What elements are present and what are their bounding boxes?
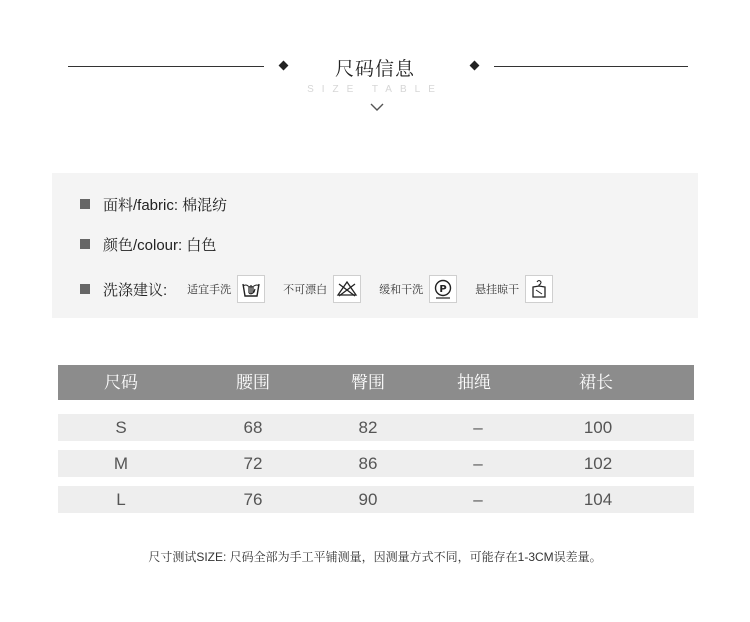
table-cell-skirt-length: 102 — [583, 454, 613, 473]
care-item-label: 缓和干洗 — [379, 284, 424, 296]
care-row — [80, 274, 571, 304]
table-cell-size: L — [116, 490, 126, 509]
hand-wash-icon — [237, 275, 265, 303]
table-cell-size: M — [113, 454, 129, 473]
bullet-square — [80, 284, 90, 294]
table-cell-skirt-length: 100 — [583, 418, 613, 437]
table-cell-size: S — [115, 418, 127, 437]
table-cell-drawstring: – — [473, 490, 483, 509]
page-subtitle: SIZE TABLE — [307, 84, 443, 95]
hang-dry-icon — [525, 275, 553, 303]
size-table-header — [58, 365, 694, 400]
care-item-hang-dry — [475, 275, 553, 303]
care-item-label: 悬挂晾干 — [475, 284, 520, 296]
bullet-square — [80, 199, 90, 209]
fabric-text: 面料/fabric: 棉混纺 — [103, 196, 228, 214]
table-row — [58, 486, 694, 513]
table-cell-drawstring: – — [473, 454, 483, 473]
bullet-square — [80, 239, 90, 249]
care-item-label: 不可漂白 — [283, 284, 328, 296]
no-bleach-icon — [333, 275, 361, 303]
table-row — [58, 450, 694, 477]
care-label: 洗涤建议: — [103, 281, 168, 299]
care-item-label: 适宜手洗 — [187, 284, 232, 296]
fabric-row — [80, 194, 227, 214]
column-header-hip: 臀围 — [351, 373, 385, 392]
care-item-no-bleach — [283, 275, 361, 303]
table-cell-hip: 90 — [358, 490, 378, 509]
table-cell-hip: 86 — [358, 454, 378, 473]
svg-text:P: P — [439, 284, 447, 295]
measurement-note: 尺寸测试SIZE: 尺码全部为手工平铺测量，因测量方式不同，可能存在1-3CM误差量。 — [148, 550, 602, 564]
column-header-skirt-length: 裙长 — [579, 373, 613, 392]
table-cell-waist: 72 — [243, 454, 263, 473]
table-cell-drawstring: – — [473, 418, 483, 437]
page-title: 尺码信息 — [334, 59, 415, 80]
care-item-hand-wash — [187, 275, 265, 303]
column-header-drawstring: 抽绳 — [457, 373, 491, 392]
table-cell-skirt-length: 104 — [583, 490, 613, 509]
table-cell-hip: 82 — [358, 418, 378, 437]
table-row — [58, 414, 694, 441]
header-right-rule — [494, 66, 688, 67]
chevron-down-icon — [369, 101, 385, 113]
column-header-size: 尺码 — [104, 373, 138, 392]
care-item-gentle-dry-clean — [379, 275, 457, 303]
table-cell-waist: 76 — [243, 490, 263, 509]
colour-row — [80, 234, 216, 254]
table-cell-waist: 68 — [243, 418, 263, 437]
colour-text: 颜色/colour: 白色 — [103, 236, 217, 254]
column-header-waist: 腰围 — [236, 373, 270, 392]
gentle-dry-clean-icon — [429, 275, 457, 303]
